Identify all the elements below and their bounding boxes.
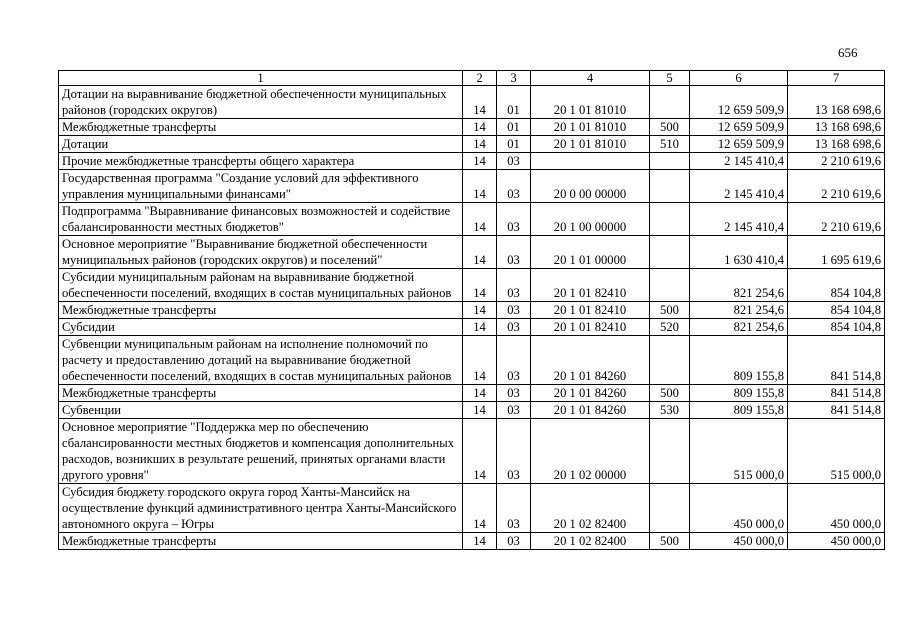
item-name-cell: Межбюджетные трансферты	[59, 302, 463, 319]
section-cell: 14	[463, 203, 497, 236]
subsection-cell: 01	[497, 119, 531, 136]
header-cell: 4	[531, 71, 650, 86]
expense-type-cell: 500	[650, 533, 690, 550]
amount-year1-cell: 12 659 509,9	[690, 119, 788, 136]
amount-year2-cell: 13 168 698,6	[788, 119, 885, 136]
subsection-cell: 03	[497, 236, 531, 269]
amount-year2-cell: 854 104,8	[788, 302, 885, 319]
item-name-cell: Дотации	[59, 136, 463, 153]
expense-type-cell: 500	[650, 385, 690, 402]
item-name-cell: Субвенции	[59, 402, 463, 419]
subsection-cell: 03	[497, 385, 531, 402]
section-cell: 14	[463, 119, 497, 136]
table-row	[59, 533, 885, 550]
section-cell: 14	[463, 170, 497, 203]
table-row	[59, 402, 885, 419]
table-row	[59, 119, 885, 136]
amount-year1-cell: 12 659 509,9	[690, 86, 788, 119]
expense-type-cell	[650, 203, 690, 236]
section-cell: 14	[463, 153, 497, 170]
target-article-cell: 20 0 00 00000	[531, 170, 650, 203]
target-article-cell: 20 1 02 82400	[531, 484, 650, 533]
item-name-cell: Субсидии муниципальным районам на выравнивание бюджетной обеспеченности поселений, входящих в состав муниципальных районов	[59, 269, 463, 302]
amount-year2-cell: 854 104,8	[788, 319, 885, 336]
page-number: 656	[838, 45, 858, 60]
amount-year1-cell: 809 155,8	[690, 402, 788, 419]
amount-year1-cell: 2 145 410,4	[690, 203, 788, 236]
subsection-cell: 03	[497, 533, 531, 550]
section-cell: 14	[463, 269, 497, 302]
amount-year1-cell: 2 145 410,4	[690, 153, 788, 170]
amount-year1-cell: 821 254,6	[690, 269, 788, 302]
table-row	[59, 153, 885, 170]
target-article-cell: 20 1 01 00000	[531, 236, 650, 269]
expense-type-cell: 500	[650, 119, 690, 136]
target-article-cell: 20 1 01 81010	[531, 119, 650, 136]
header-cell: 3	[497, 71, 531, 86]
amount-year1-cell: 809 155,8	[690, 336, 788, 385]
item-name-cell: Прочие межбюджетные трансферты общего характера	[59, 153, 463, 170]
table-row	[59, 419, 885, 484]
subsection-cell: 03	[497, 302, 531, 319]
section-cell: 14	[463, 402, 497, 419]
amount-year2-cell: 515 000,0	[788, 419, 885, 484]
expense-type-cell	[650, 336, 690, 385]
amount-year1-cell: 450 000,0	[690, 533, 788, 550]
table-row	[59, 136, 885, 153]
target-article-cell: 20 1 01 81010	[531, 136, 650, 153]
amount-year1-cell: 515 000,0	[690, 419, 788, 484]
target-article-cell: 20 1 01 84260	[531, 402, 650, 419]
table-row	[59, 302, 885, 319]
amount-year2-cell: 1 695 619,6	[788, 236, 885, 269]
section-cell: 14	[463, 385, 497, 402]
section-cell: 14	[463, 484, 497, 533]
table-row	[59, 319, 885, 336]
amount-year2-cell: 450 000,0	[788, 533, 885, 550]
subsection-cell: 01	[497, 136, 531, 153]
target-article-cell: 20 1 01 81010	[531, 86, 650, 119]
item-name-cell: Субсидии	[59, 319, 463, 336]
expense-type-cell: 500	[650, 302, 690, 319]
amount-year1-cell: 2 145 410,4	[690, 170, 788, 203]
header-cell: 6	[690, 71, 788, 86]
amount-year1-cell: 1 630 410,4	[690, 236, 788, 269]
target-article-cell: 20 1 01 84260	[531, 336, 650, 385]
amount-year1-cell: 821 254,6	[690, 302, 788, 319]
item-name-cell: Подпрограмма "Выравнивание финансовых возможностей и содействие сбалансированности местных бюджетов"	[59, 203, 463, 236]
amount-year1-cell: 450 000,0	[690, 484, 788, 533]
section-cell: 14	[463, 86, 497, 119]
expense-type-cell	[650, 153, 690, 170]
amount-year1-cell: 821 254,6	[690, 319, 788, 336]
subsection-cell: 03	[497, 319, 531, 336]
item-name-cell: Государственная программа "Создание условий для эффективного управления муниципальными финансами"	[59, 170, 463, 203]
item-name-cell: Межбюджетные трансферты	[59, 385, 463, 402]
item-name-cell: Межбюджетные трансферты	[59, 533, 463, 550]
amount-year2-cell: 450 000,0	[788, 484, 885, 533]
table-row	[59, 203, 885, 236]
item-name-cell: Основное мероприятие "Выравнивание бюджетной обеспеченности муниципальных районов (городских округов) и поселений"	[59, 236, 463, 269]
amount-year2-cell: 2 210 619,6	[788, 170, 885, 203]
target-article-cell: 20 1 01 82410	[531, 269, 650, 302]
table-row	[59, 484, 885, 533]
item-name-cell: Межбюджетные трансферты	[59, 119, 463, 136]
amount-year2-cell: 2 210 619,6	[788, 153, 885, 170]
budget-table	[58, 70, 885, 550]
item-name-cell: Основное мероприятие "Поддержка мер по обеспечению сбалансированности местных бюджетов и компенсация дополнительных расходов, возникших в результате решений, принятых органами власти другого уровня"	[59, 419, 463, 484]
subsection-cell: 03	[497, 419, 531, 484]
header-cell: 2	[463, 71, 497, 86]
section-cell: 14	[463, 419, 497, 484]
table-row	[59, 236, 885, 269]
target-article-cell	[531, 153, 650, 170]
amount-year2-cell: 854 104,8	[788, 269, 885, 302]
item-name-cell: Субсидия бюджету городского округа город Ханты-Мансийск на осуществление функций административного центра Ханты-Мансийского автономного округа – Югры	[59, 484, 463, 533]
section-cell: 14	[463, 533, 497, 550]
subsection-cell: 03	[497, 484, 531, 533]
header-cell: 7	[788, 71, 885, 86]
target-article-cell: 20 1 00 00000	[531, 203, 650, 236]
section-cell: 14	[463, 302, 497, 319]
subsection-cell: 03	[497, 269, 531, 302]
table-row	[59, 170, 885, 203]
amount-year2-cell: 2 210 619,6	[788, 203, 885, 236]
header-cell: 5	[650, 71, 690, 86]
amount-year2-cell: 841 514,8	[788, 336, 885, 385]
table-row	[59, 336, 885, 385]
item-name-cell: Субвенции муниципальным районам на исполнение полномочий по расчету и предоставлению дотаций на выравнивание бюджетной обеспеченности поселений, входящих в состав муниципальных районов	[59, 336, 463, 385]
section-cell: 14	[463, 136, 497, 153]
subsection-cell: 03	[497, 336, 531, 385]
table-row	[59, 269, 885, 302]
target-article-cell: 20 1 02 00000	[531, 419, 650, 484]
target-article-cell: 20 1 02 82400	[531, 533, 650, 550]
item-name-cell: Дотации на выравнивание бюджетной обеспеченности муниципальных районов (городских округов)	[59, 86, 463, 119]
expense-type-cell	[650, 419, 690, 484]
subsection-cell: 01	[497, 86, 531, 119]
amount-year2-cell: 13 168 698,6	[788, 86, 885, 119]
expense-type-cell	[650, 269, 690, 302]
table-header-row	[59, 71, 885, 86]
section-cell: 14	[463, 236, 497, 269]
subsection-cell: 03	[497, 170, 531, 203]
expense-type-cell	[650, 86, 690, 119]
subsection-cell: 03	[497, 402, 531, 419]
target-article-cell: 20 1 01 82410	[531, 319, 650, 336]
expense-type-cell	[650, 236, 690, 269]
amount-year2-cell: 841 514,8	[788, 385, 885, 402]
table-row	[59, 86, 885, 119]
section-cell: 14	[463, 336, 497, 385]
amount-year1-cell: 809 155,8	[690, 385, 788, 402]
subsection-cell: 03	[497, 203, 531, 236]
expense-type-cell	[650, 484, 690, 533]
expense-type-cell: 520	[650, 319, 690, 336]
expense-type-cell: 510	[650, 136, 690, 153]
header-cell: 1	[59, 71, 463, 86]
subsection-cell: 03	[497, 153, 531, 170]
amount-year2-cell: 841 514,8	[788, 402, 885, 419]
target-article-cell: 20 1 01 84260	[531, 385, 650, 402]
expense-type-cell	[650, 170, 690, 203]
target-article-cell: 20 1 01 82410	[531, 302, 650, 319]
expense-type-cell: 530	[650, 402, 690, 419]
section-cell: 14	[463, 319, 497, 336]
amount-year1-cell: 12 659 509,9	[690, 136, 788, 153]
amount-year2-cell: 13 168 698,6	[788, 136, 885, 153]
table-row	[59, 385, 885, 402]
